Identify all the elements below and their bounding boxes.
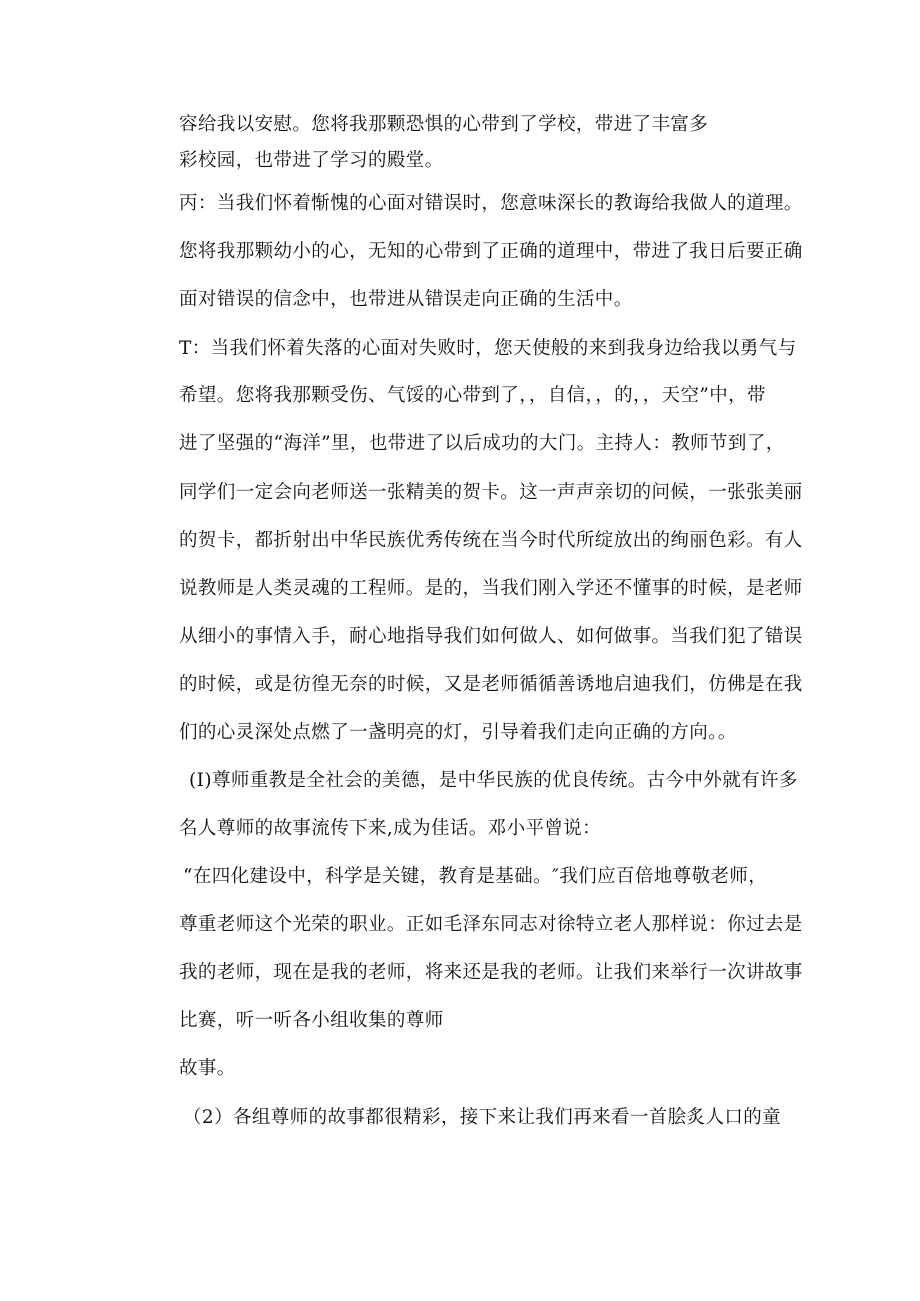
text-line-16: 名人尊师的故事流传下来,成为佳话。邓小平曾说： bbox=[179, 818, 602, 839]
text-line-21: 故事。 bbox=[179, 1058, 236, 1079]
text-line-3: 丙：当我们怀着惭愧的心面对错误时，您意味深长的教诲给我做人的道理。 bbox=[179, 193, 803, 214]
text-line-22: （2）各组尊师的故事都很精彩，接下来让我们再来看一首脍炙人口的童 bbox=[183, 1107, 782, 1128]
text-line-7: 希望。您将我那颗受伤、气馁的心带到了，，自信，，的，，天空”中，带 bbox=[179, 385, 766, 406]
text-line-12: 从细小的事情入手，耐心地指导我们如何做人、如何做事。当我们犯了错误 bbox=[179, 626, 803, 647]
text-line-5: 面对错误的信念中，也带进从错误走向正确的生活中。 bbox=[179, 289, 633, 310]
text-line-10: 的贺卡，都折射出中华民族优秀传统在当今时代所绽放出的绚丽色彩。有人 bbox=[179, 530, 803, 551]
text-line-13: 的时候，或是彷徨无奈的时候，又是老师循循善诱地启迪我们，仿佛是在我 bbox=[179, 674, 803, 695]
text-line-4: 您将我那颗幼小的心，无知的心带到了正确的道理中，带进了我日后要正确 bbox=[179, 241, 803, 262]
text-line-18: 尊重老师这个光荣的职业。正如毛泽东同志对徐特立老人那样说：你过去是 bbox=[179, 914, 803, 935]
text-line-17: “在四化建设中，科学是关键，教育是基础。″我们应百倍地尊敬老师， bbox=[183, 866, 768, 887]
text-line-6: T：当我们怀着失落的心面对失败时，您天使般的来到我身边给我以勇气与 bbox=[179, 338, 797, 359]
text-line-9: 同学们一定会向老师送一张精美的贺卡。这一声声亲切的问候，一张张美丽 bbox=[179, 482, 803, 503]
text-line-11: 说教师是人类灵魂的工程师。是的，当我们刚入学还不懂事的时候，是老师 bbox=[179, 578, 803, 599]
text-line-20: 比赛，听一听各小组收集的尊师 bbox=[179, 1010, 444, 1031]
text-line-14: 们的心灵深处点燃了一盏明亮的灯，引导着我们走向正确的方向。。 bbox=[179, 722, 737, 743]
text-line-19: 我的老师，现在是我的老师，将来还是我的老师。让我们来举行一次讲故事 bbox=[179, 962, 803, 983]
text-line-1: 容给我以安慰。您将我那颗恐惧的心带到了学校，带进了丰富多 bbox=[179, 114, 709, 135]
text-line-8: 进了坚强的“海洋”里，也带进了以后成功的大门。主持人：教师节到了， bbox=[179, 433, 785, 454]
text-line-15: (I)尊师重教是全社会的美德，是中华民族的优良传统。古今中外就有许多 bbox=[189, 770, 798, 791]
text-line-2: 彩校园，也带进了学习的殿堂。 bbox=[179, 150, 444, 171]
